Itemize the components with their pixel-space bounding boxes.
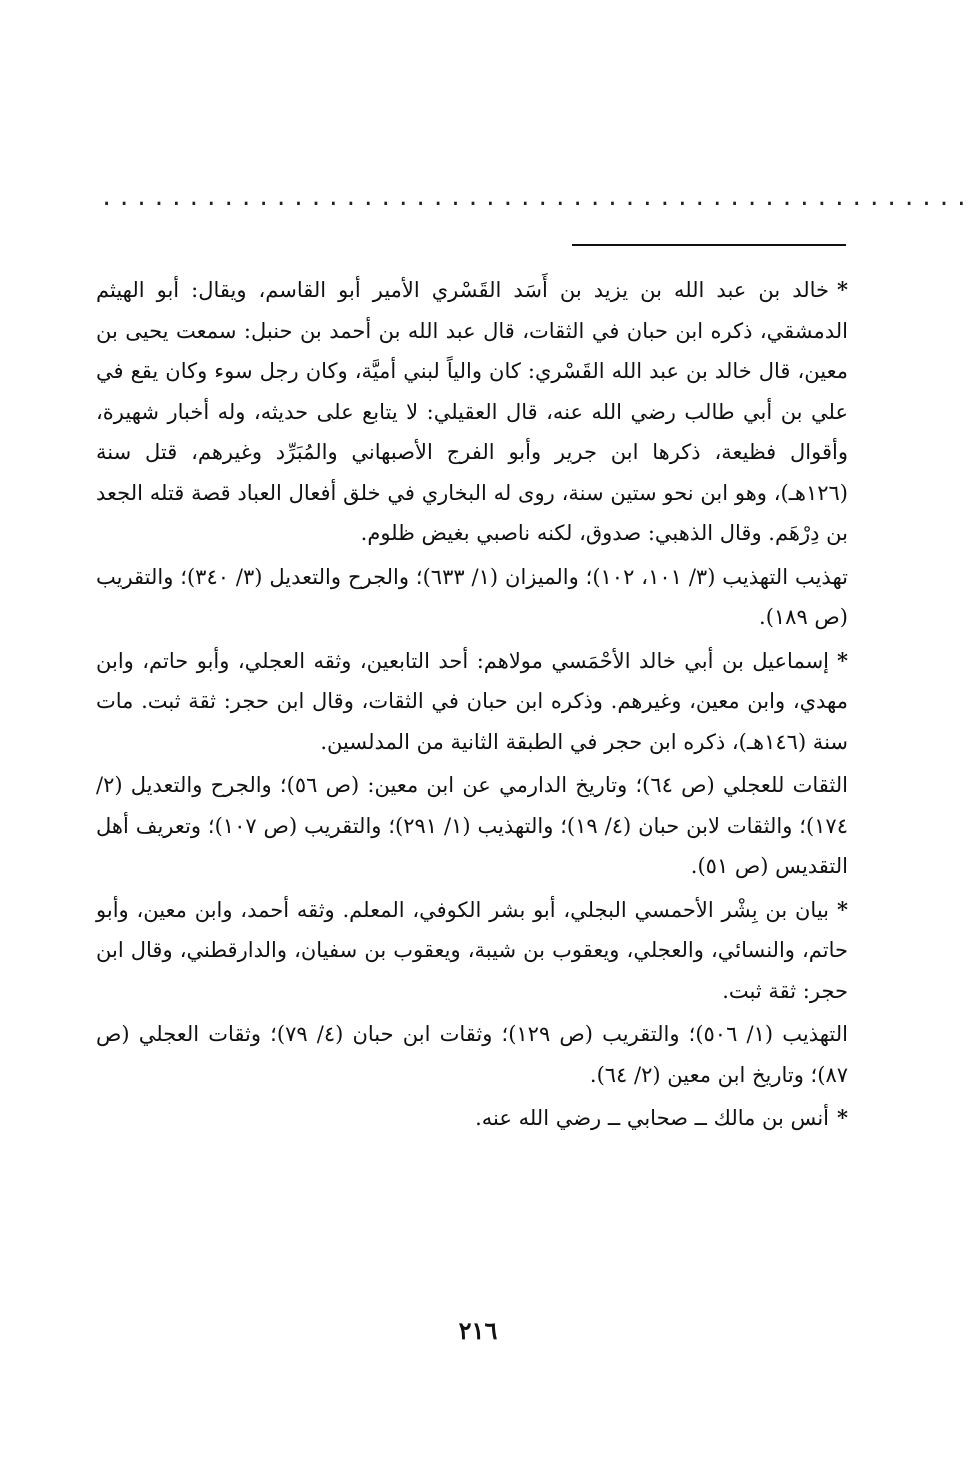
bullet-star: * [837, 1105, 848, 1130]
entry-anas-bio: *أنس بن مالك ــ صحابي ــ رضي الله عنه. [475, 1105, 848, 1130]
entry-bayan-refs: التهذيب (١/ ٥٠٦)؛ والتقريب (ص ١٢٩)؛ وثقات ابن حبان (٤/ ٧٩)؛ وثقات العجلي (ص ٨٧)؛ وتاريخ ابن معين (٢/ ٦٤). [96, 1022, 848, 1087]
page-number: ٢١٦ [458, 1316, 498, 1345]
entry-bayan-bio: *بيان بن بِشْر الأحمسي البجلي، أبو بشر الكوفي، المعلم. وثقه أحمد، وابن معين، وأبو حاتم، والنسائي، والعجلي، ويعقوب بن شيبة، ويعقوب بن سفيان، والدارقطني، وقال ابن حجر: ثقة ثبت. [96, 896, 848, 1003]
footnotes-body [96, 270, 848, 1142]
footnote-rule [572, 244, 846, 246]
entry-khalid-bio: *خالد بن عبد الله بن يزيد بن أَسَد القَسْري الأمير أبو القاسم، ويقال: أبو الهيثم الدمشقي، ذكره ابن حبان في الثقات، قال عبد الله بن أحمد بن حنبل: سمعت يحيى بن معين، قال خالد بن عبد الله القَسْري: كان والياً لبني أميَّة، وكان رجل سوء وكان يقع في علي بن أبي طالب رضي الله عنه، قال العقيلي: لا يتابع على حديثه، وله أخبار شهيرة، وأقوال فظيعة، ذكرها ابن جرير وأبو الفرج الأصبهاني والمُبَرِّد وغيرهم، قتل سنة (١٢٦هـ)، وهو ابن نحو ستين سنة، روى له البخاري في خلق أفعال العباد قصة قتله الجعد بن دِرْهَم. وقال الذهبي: صدوق، لكنه ناصبي بغيض ظلوم. [96, 277, 848, 545]
bullet-star: * [837, 647, 848, 673]
entry-ismail-refs: الثقات للعجلي (ص ٦٤)؛ وتاريخ الدارمي عن ابن معين: (ص ٥٦)؛ والجرح والتعديل (٢/ ١٧٤)؛ والثقات لابن حبان (٤/ ١٩)؛ والتهذيب (١/ ٢٩١)؛ والتقريب (ص ١٠٧)؛ وتعريف أهل التقديس (ص ٥١). [96, 773, 849, 878]
bullet-star: * [837, 896, 848, 922]
entry-khalid-refs: تهذيب التهذيب (٣/ ١٠١، ١٠٢)؛ والميزان (١/ ٦٣٣)؛ والجرح والتعديل (٣/ ٣٤٠)؛ والتقريب (ص ١٨٩). [96, 564, 848, 629]
separator-dots: .................................................. [100, 186, 972, 211]
bullet-star: * [837, 277, 848, 302]
entry-ismail-bio: *إسماعيل بن أبي خالد الأحْمَسي مولاهم: أحد التابعين، وثقه العجلي، وأبو حاتم، وابن مهدي، وابن معين، وغيرهم. وذكره ابن حبان في الثقات، وقال ابن حجر: ثقة ثبت. مات سنة (١٤٦هـ)، ذكره ابن حجر في الطبقة الثانية من المدلسين. [96, 647, 848, 754]
